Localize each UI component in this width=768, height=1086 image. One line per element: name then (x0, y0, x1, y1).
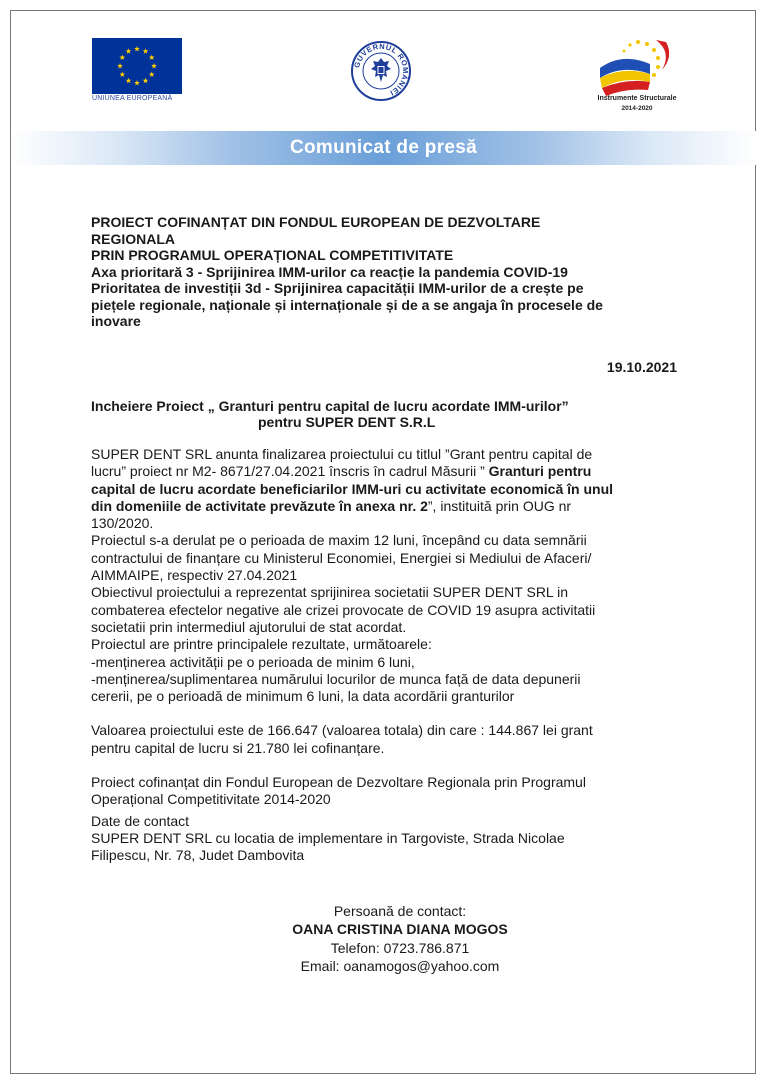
instrumente-structurale-icon (592, 34, 682, 96)
heading-line: PROIECT COFINANȚAT DIN FONDUL EUROPEAN DE DEZVOLTARE (91, 214, 541, 230)
paragraph-text: ”, instituită prin OUG nr (427, 497, 572, 514)
eu-caption: UNIUNEA EUROPEANĂ (92, 95, 173, 102)
government-logo (350, 40, 412, 102)
document-heading (91, 214, 691, 330)
heading-line: PRIN PROGRAMUL OPERAȚIONAL COMPETITIVITATE (91, 247, 454, 263)
paragraph-line: Date de contact (91, 812, 190, 829)
press-release-body (91, 446, 691, 865)
project-title-line1: Incheiere Proiect „ Granturi pentru capital de lucru acordate IMM-urilor” (91, 398, 569, 414)
paragraph-line: capital de lucru acordate beneficiarilor IMM-uri cu activitate economică în unul (91, 480, 614, 497)
heading-line: Axa prioritară 3 - Sprijinirea IMM-urilor ca reacție la pandemia COVID-19 (91, 263, 568, 280)
paragraph-line (91, 498, 691, 515)
project-title-line2: pentru SUPER DENT S.R.L (258, 414, 436, 430)
paragraph-line: cererii, pe o perioadă de minimum 6 luni, la data acordării granturilor (91, 688, 515, 705)
paragraph-line: societatii prin intermediul ajutorului de stat acordat. (91, 618, 407, 635)
paragraph-bold-text: Granturi pentru (488, 463, 592, 480)
paragraph-line: combaterea efectelor negative ale crizei provocate de COVID 19 asupra activitatii (91, 601, 596, 618)
heading-line: piețele regionale, naționale și internaționale și de a se angaja în procesele de (91, 296, 603, 313)
is-caption-years: 2014-2020 (621, 105, 653, 112)
paragraph-line: Obiectivul proiectului a reprezentat sprijinirea societatii SUPER DENT SRL in (91, 584, 568, 601)
heading-line: inovare (91, 313, 141, 329)
logo-header (0, 0, 768, 130)
heading-line: REGIONALA (91, 230, 175, 247)
contact-email: Email: oanamogos@yahoo.com (300, 957, 500, 974)
paragraph-line: Proiect cofinanțat din Fondul European de Dezvoltare Regionala prin Programul (91, 774, 586, 791)
paragraph-line: pentru capital de lucru si 21.780 lei cofinanțare. (91, 739, 385, 756)
government-ring-text: GUVERNUL ROMÂNIEI (352, 41, 411, 98)
paragraph-line (91, 463, 691, 480)
contact-block (200, 902, 600, 975)
paragraph-line: SUPER DENT SRL anunta finalizarea proiectului cu titlul ”Grant pentru capital de (91, 446, 593, 462)
paragraph-gap (91, 757, 691, 774)
paragraph-line: 130/2020. (91, 515, 154, 532)
paragraph-line: contractului de finanțare cu Ministerul Economiei, Energiei si Mediului de Afaceri/ (91, 549, 592, 566)
paragraph-line: Proiectul s-a derulat pe o perioada de maxim 12 luni, începând cu data semnării (91, 532, 587, 549)
paragraph-line: AIMMAIPE, respectiv 27.04.2021 (91, 567, 298, 584)
paragraph-line: -menținerea activității pe o perioada de minim 6 luni, (91, 653, 415, 670)
instrumente-structurale-logo (592, 34, 682, 116)
is-caption-name: Instrumente Structurale (597, 95, 677, 102)
contact-label: Persoană de contact: (333, 903, 467, 919)
release-date: 19.10.2021 (606, 359, 677, 375)
paragraph-text: lucru” proiect nr M2- 8671/27.04.2021 înscris în cadrul Măsurii ” (91, 463, 489, 480)
heading-line: Prioritatea de investiții 3d - Sprijinirea capacității IMM-urilor de a crește pe (91, 280, 584, 296)
paragraph-gap (91, 705, 691, 722)
contact-name: OANA CRISTINA DIANA MOGOS (292, 921, 508, 938)
press-release-banner (11, 131, 756, 165)
paragraph-line: SUPER DENT SRL cu locatia de implementare in Targoviste, Strada Nicolae (91, 829, 565, 846)
paragraph-line: Filipescu, Nr. 78, Judet Dambovita (91, 847, 305, 864)
eu-flag-icon (92, 38, 182, 94)
paragraph-line: -menținerea/suplimentarea numărului locurilor de munca față de data depunerii (91, 670, 581, 687)
eu-logo (92, 38, 182, 100)
contact-phone: Telefon: 0723.786.871 (330, 939, 470, 956)
banner-title: Comunicat de presă (289, 137, 477, 158)
government-seal-icon (350, 40, 412, 102)
paragraph-line: Proiectul are printre principalele rezultate, următoarele: (91, 636, 432, 653)
paragraph-bold-text: din domeniile de activitate prevăzute în anexa nr. 2 (91, 497, 428, 514)
paragraph-line: Operațional Competitivitate 2014-2020 (91, 791, 331, 808)
paragraph-line: Valoarea proiectului este de 166.647 (valoarea totala) din care : 144.867 lei grant (91, 722, 593, 739)
